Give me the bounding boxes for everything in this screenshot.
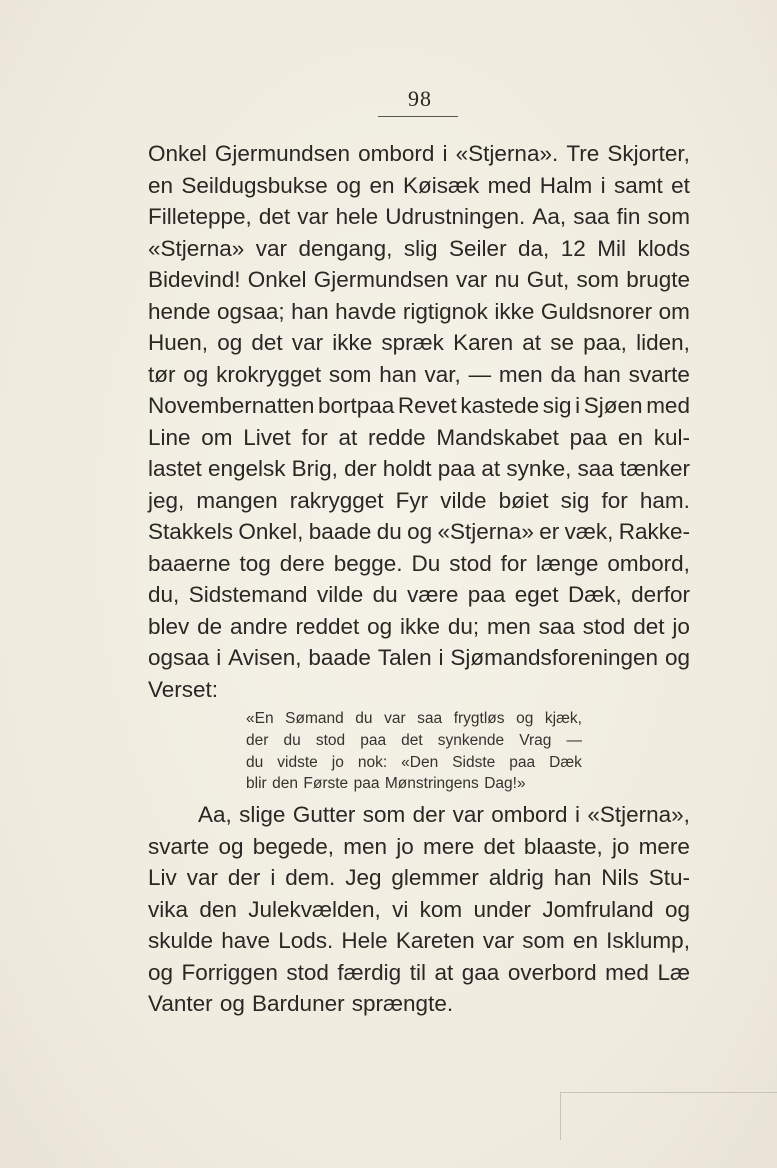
word: Gjermundsen xyxy=(313,267,449,292)
word: der xyxy=(344,456,377,481)
word: en xyxy=(572,928,598,953)
text-line xyxy=(148,799,690,831)
word: Filleteppe, xyxy=(148,204,252,229)
word: blir xyxy=(246,775,267,793)
word: der xyxy=(246,731,269,749)
word: krokrygget xyxy=(216,361,322,387)
word: vi xyxy=(392,896,409,922)
word: liden, xyxy=(636,330,690,355)
word: sprængte. xyxy=(351,991,454,1016)
word: stod xyxy=(286,959,329,985)
text-line xyxy=(148,138,690,170)
word: men xyxy=(487,613,531,639)
word: synke, xyxy=(506,456,572,481)
word: du xyxy=(355,710,373,727)
word: længe xyxy=(535,550,599,576)
text-line xyxy=(148,296,690,328)
word: tænker xyxy=(619,456,690,481)
word: Gjermundsen xyxy=(214,141,350,166)
word: «Stjerna» xyxy=(148,235,245,261)
text-line xyxy=(148,831,690,863)
word: var xyxy=(186,865,218,890)
word: nu xyxy=(494,267,520,292)
word: var xyxy=(291,330,324,355)
word: begge. xyxy=(333,550,403,576)
word: han xyxy=(291,298,329,324)
word: som xyxy=(522,928,565,953)
word: sig xyxy=(542,393,572,418)
word: Forriggen xyxy=(181,959,278,985)
word: bøiet xyxy=(498,487,549,513)
word: jeg, xyxy=(148,487,185,513)
word: da xyxy=(550,361,576,387)
word: dere xyxy=(279,550,325,576)
word: og xyxy=(516,710,534,727)
word: han xyxy=(583,361,621,387)
word: ombord xyxy=(491,802,568,827)
word: dengang, xyxy=(298,235,393,261)
word: saa xyxy=(538,613,575,639)
text-line xyxy=(148,862,690,894)
word: Nils xyxy=(601,865,639,890)
text-line xyxy=(148,327,690,359)
word: at xyxy=(481,456,501,481)
word: du, xyxy=(148,582,180,607)
word: mere xyxy=(422,833,475,859)
word: saa xyxy=(577,456,614,481)
text-line xyxy=(148,201,690,233)
word: svarte xyxy=(628,361,690,387)
word: — xyxy=(468,361,492,387)
word: Julekvælden, xyxy=(248,896,381,922)
word: paa, xyxy=(583,330,627,355)
word: engelsk xyxy=(207,456,286,481)
word: og xyxy=(183,361,209,387)
word: var xyxy=(384,710,406,727)
word: kom xyxy=(419,896,463,922)
word: Halm xyxy=(539,172,593,198)
word: Sjømandsforeningen xyxy=(450,645,659,670)
word: Aa, xyxy=(532,204,567,229)
word: kastede xyxy=(460,393,540,418)
word: Skjorter, xyxy=(607,141,690,166)
word: tør xyxy=(148,361,176,387)
word: og xyxy=(336,172,362,198)
word: væk, xyxy=(564,519,614,544)
word: jo xyxy=(396,833,414,859)
word: Tre xyxy=(566,141,600,166)
word: mere xyxy=(638,833,690,859)
word: begede, xyxy=(252,833,335,859)
word: er xyxy=(539,519,560,544)
word: for xyxy=(301,424,328,450)
word: skulde xyxy=(148,928,214,953)
text-line xyxy=(246,730,582,752)
word: det xyxy=(258,204,291,229)
word: ombord, xyxy=(607,550,690,576)
word: Onkel xyxy=(247,267,307,292)
word: Dæk xyxy=(549,753,582,771)
word: i xyxy=(216,645,222,670)
word: du xyxy=(372,582,398,607)
word: Aa, xyxy=(198,802,232,827)
word: men xyxy=(498,361,543,387)
word: brugte xyxy=(626,267,690,292)
text-line xyxy=(148,422,690,454)
word: færdig xyxy=(337,959,402,985)
word: glemmer xyxy=(391,865,479,890)
word: var xyxy=(482,928,515,953)
word: Seildugsbukse xyxy=(181,172,328,198)
word: Onkel, xyxy=(238,519,304,544)
word: stod xyxy=(582,613,626,639)
word: rakrygget xyxy=(289,487,384,513)
word: Stu- xyxy=(648,865,690,890)
word: da, xyxy=(518,235,550,261)
word: Dag!» xyxy=(484,775,526,793)
word: som xyxy=(328,361,372,387)
word: slige xyxy=(239,802,286,827)
word: til xyxy=(409,959,426,985)
word: «Stjerna». xyxy=(455,141,559,166)
word: saa xyxy=(417,710,443,727)
word: Køisæk xyxy=(402,172,480,198)
word: Gut, xyxy=(526,267,570,292)
word: Udrustningen. xyxy=(385,204,526,229)
text-line xyxy=(148,390,690,422)
text-line xyxy=(246,708,582,730)
word: for xyxy=(500,550,527,576)
word: Rakke- xyxy=(618,519,690,544)
word: Verset: xyxy=(148,676,219,702)
word: der xyxy=(412,802,446,827)
word: ikke xyxy=(400,613,441,639)
word: lastet xyxy=(148,456,202,481)
word: var xyxy=(297,204,329,229)
word: som xyxy=(647,204,690,229)
word: i xyxy=(600,172,606,198)
text-line xyxy=(148,485,690,517)
word: vilde xyxy=(316,582,364,607)
word: Guldsnorer xyxy=(540,298,653,324)
word: om xyxy=(201,424,233,450)
word: tog xyxy=(239,550,271,576)
word: jo xyxy=(611,833,630,859)
word: Liv xyxy=(148,865,177,890)
word: og xyxy=(664,896,690,922)
word: Gutter xyxy=(292,802,356,827)
word: «Stjerna», xyxy=(587,802,690,827)
word: med xyxy=(646,393,690,418)
text-line xyxy=(148,611,690,643)
word: Mønstringens xyxy=(384,775,479,793)
word: det xyxy=(633,613,665,639)
word: overbord xyxy=(507,959,597,985)
word: og xyxy=(148,959,174,985)
word: og xyxy=(407,519,433,544)
word: fin xyxy=(616,204,641,229)
word: ikke xyxy=(332,330,373,355)
word: du xyxy=(283,731,301,749)
word: Novembernatten xyxy=(148,393,315,418)
word: om xyxy=(658,298,690,324)
word: Huen, xyxy=(148,330,209,355)
word: en xyxy=(369,172,395,198)
word: Hele xyxy=(341,928,388,953)
word: Avisen, xyxy=(228,645,302,670)
word: du; xyxy=(447,613,480,639)
word: paa xyxy=(360,731,387,749)
scan-corner-mark xyxy=(560,1092,777,1140)
word: bortpaa xyxy=(317,393,395,418)
word: jo xyxy=(672,613,690,639)
word: stod xyxy=(315,731,346,749)
word: i xyxy=(270,865,276,890)
word: derfor xyxy=(631,582,690,607)
word: holdt xyxy=(382,456,432,481)
word: og xyxy=(367,613,393,639)
word: at xyxy=(522,330,542,355)
text-line xyxy=(148,548,690,580)
word: Vrag xyxy=(519,731,552,749)
word: blev xyxy=(148,613,190,639)
word: stod xyxy=(449,550,492,576)
text-line xyxy=(148,264,690,296)
word: ikke xyxy=(494,298,535,324)
word: «En xyxy=(246,710,274,727)
word: den xyxy=(272,775,298,793)
word: Livet xyxy=(243,424,291,450)
text-line xyxy=(148,957,690,989)
paragraph-1 xyxy=(148,138,690,705)
text-line xyxy=(246,773,582,795)
word: Onkel xyxy=(148,141,207,166)
word: eget xyxy=(514,582,559,607)
word: Første xyxy=(303,775,349,793)
word: Stakkels xyxy=(148,519,234,544)
word: klods xyxy=(637,235,690,261)
word: Revet xyxy=(397,393,457,418)
word: i xyxy=(442,141,448,166)
word: frygtløs xyxy=(453,710,505,727)
word: du xyxy=(246,753,264,771)
word: Læ xyxy=(657,959,690,985)
word: en xyxy=(617,424,643,450)
word: Isklump, xyxy=(606,928,690,953)
word: Sømand xyxy=(285,710,344,727)
word: og xyxy=(217,330,243,355)
word: spræk xyxy=(381,330,444,355)
word: samt xyxy=(614,172,663,198)
word: paa xyxy=(467,582,506,607)
text-line xyxy=(148,674,690,706)
word: svarte xyxy=(148,833,210,859)
word: paa xyxy=(437,456,476,481)
text-line xyxy=(148,170,690,202)
word: vidste xyxy=(277,753,318,771)
word: redde xyxy=(368,424,426,450)
word: Karen xyxy=(453,330,514,355)
text-line xyxy=(148,516,690,548)
page-number-underline xyxy=(378,116,458,117)
word: det xyxy=(483,833,515,859)
word: gaa xyxy=(461,959,500,985)
word: ogsaa xyxy=(148,645,210,670)
word: kjæk, xyxy=(544,710,582,727)
word: et xyxy=(671,172,690,198)
verse-block xyxy=(246,708,582,795)
word: han xyxy=(379,361,417,387)
word: hele xyxy=(335,204,379,229)
word: baade xyxy=(308,645,371,670)
word: du xyxy=(376,519,402,544)
word: andre xyxy=(230,613,288,639)
word: med xyxy=(605,959,649,985)
word: Du xyxy=(411,550,441,576)
word: paa xyxy=(569,424,608,450)
word: som xyxy=(576,267,619,292)
word: «Stjerna» xyxy=(437,519,534,544)
word: Jeg xyxy=(345,865,382,890)
word: dem. xyxy=(285,865,336,890)
word: ombord xyxy=(358,141,435,166)
word: 12 xyxy=(560,235,586,261)
paragraph-2 xyxy=(148,799,690,1020)
word: blaaste, xyxy=(523,833,603,859)
word: have xyxy=(221,928,271,953)
word: Sidste xyxy=(452,753,496,771)
word: Line xyxy=(148,424,191,450)
word: Talen xyxy=(377,645,432,670)
word: paa xyxy=(509,753,536,771)
text-line xyxy=(148,925,690,957)
word: det xyxy=(401,731,423,749)
word: og xyxy=(218,833,244,859)
text-line xyxy=(148,894,690,926)
word: saa xyxy=(573,204,610,229)
word: Bidevind! xyxy=(148,267,241,292)
word: ogsaa; xyxy=(217,298,285,324)
word: at xyxy=(434,959,454,985)
word: og xyxy=(219,991,245,1016)
word: vilde xyxy=(440,487,487,513)
word: kul- xyxy=(653,424,690,450)
word: «Den xyxy=(401,753,439,771)
word: Fyr xyxy=(395,487,429,513)
text-line xyxy=(148,233,690,265)
word: vika xyxy=(148,896,189,922)
word: men xyxy=(343,833,388,859)
word: Seiler xyxy=(449,235,507,261)
text-line xyxy=(246,752,582,774)
word: en xyxy=(148,172,174,198)
word: rigtignok xyxy=(402,298,488,324)
word: — xyxy=(566,731,582,749)
word: var xyxy=(452,802,484,827)
word: paa xyxy=(353,775,380,793)
word: Barduner xyxy=(252,991,345,1016)
word: i xyxy=(574,802,580,827)
text-line xyxy=(148,453,690,485)
page-number: 98 xyxy=(408,86,432,111)
word: i xyxy=(575,393,581,418)
word: sig xyxy=(560,487,590,513)
word: var xyxy=(456,267,488,292)
word: de xyxy=(197,613,223,639)
word: i xyxy=(438,645,444,670)
word: aldrig xyxy=(488,865,544,890)
word: var xyxy=(255,235,288,261)
word: Dæk, xyxy=(567,582,622,607)
word: under xyxy=(473,896,532,922)
word: se xyxy=(550,330,574,355)
text-line xyxy=(148,988,690,1020)
word: nok: xyxy=(357,753,388,771)
word: Sidstemand xyxy=(188,582,308,607)
word: med xyxy=(487,172,532,198)
word: Mil xyxy=(597,235,626,261)
word: Jomfruland xyxy=(542,896,654,922)
word: reddet xyxy=(295,613,360,639)
word: som xyxy=(362,802,406,827)
word: der xyxy=(227,865,261,890)
word: være xyxy=(407,582,459,607)
text-line xyxy=(148,359,690,391)
word: at xyxy=(338,424,358,450)
word: synkende xyxy=(437,731,505,749)
text-line xyxy=(148,579,690,611)
word: Lods. xyxy=(278,928,334,953)
word: Brig, xyxy=(291,456,338,481)
word: hende xyxy=(148,298,211,324)
word: baaerne xyxy=(148,550,231,576)
word: ham. xyxy=(639,487,690,513)
word: var, xyxy=(424,361,461,387)
word: Sjøen xyxy=(583,393,643,418)
word: baade xyxy=(308,519,372,544)
word: Mandskabet xyxy=(436,424,559,450)
word: slig xyxy=(403,235,438,261)
word: den xyxy=(199,896,237,922)
word: havde xyxy=(335,298,397,324)
word: Vanter xyxy=(148,991,213,1016)
word: mangen xyxy=(196,487,278,513)
word: han xyxy=(553,865,592,890)
word: og xyxy=(664,645,690,670)
word: for xyxy=(601,487,628,513)
word: Kareten xyxy=(395,928,475,953)
word: det xyxy=(251,330,283,355)
text-line xyxy=(148,642,690,674)
word: jo xyxy=(331,753,344,771)
